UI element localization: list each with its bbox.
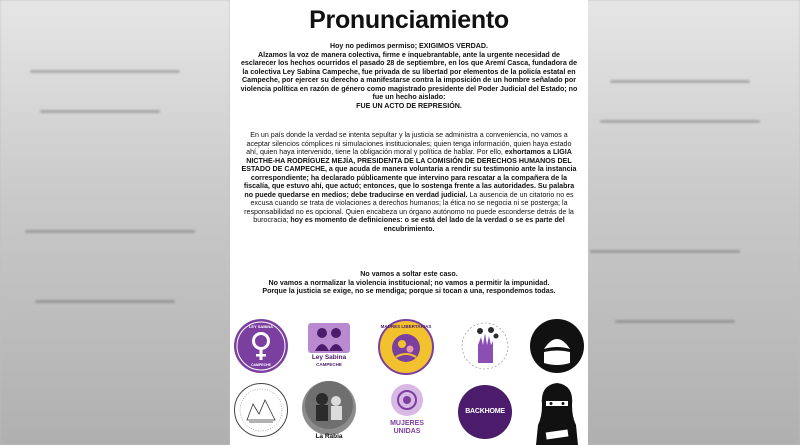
hooded-woman-icon	[532, 381, 582, 445]
women-silhouette-icon	[302, 319, 356, 359]
blur-text-line	[30, 70, 180, 73]
blur-text-line	[35, 300, 175, 303]
exhortation-text-a: En un país donde la verdad se intenta sepultar y la justicia se administra a conveniencia, no vamos a aceptar silencios cómplices ni simulaciones institucionales; quien tenga información, quien haya estado ahí, quien haya intervenido, tiene la obligación moral y política de hablar. Por ello,	[246, 131, 572, 157]
background-left-blur	[0, 0, 230, 445]
intro-closing: FUE UN ACTO DE REPRESIÓN.	[356, 101, 462, 110]
raised-hand-icon	[458, 319, 512, 373]
blur-text-line	[600, 120, 760, 123]
blur-text-line	[590, 250, 740, 253]
ley-sabina-campeche-logo	[302, 319, 356, 373]
madres-libertarias-text: MADRES LIBERTARIAS	[380, 324, 432, 329]
intro-line: Hoy no pedimos permiso; EXIGIMOS VERDAD.	[329, 42, 489, 50]
background-right-blur	[570, 0, 800, 445]
paragraph-exhortation	[240, 131, 578, 234]
ley-sabina-name: Ley Sabina	[311, 354, 347, 361]
mujeres-unidas-line2: UNIDAS	[393, 428, 421, 435]
blur-text-line	[40, 110, 160, 113]
mujeres-unidas-logo	[380, 383, 434, 445]
sketch-illustration-icon	[235, 384, 287, 436]
la-rabia-logo	[302, 381, 356, 440]
paragraph-intro	[240, 42, 578, 110]
circular-sketch-logo	[234, 383, 288, 437]
ley-sabina-circle-logo	[234, 319, 288, 373]
protest-photo-icon	[302, 381, 356, 429]
exhortation-text-b: exhortamos a LIGIA NICTHE-HA RODRÍGUEZ MEJÍA, PRESIDENTA DE LA COMISIÓN DE DERECHOS HUMANOS DEL ESTADO DE CAMPECHE, a que acuda de manera voluntaria a rendir su testimonio ante la instancia correspondiente; ha declarado públicamente que intervino para rescatar a la compañera de la fiscalía, que estuvo ahí, que actuó; entonces, que lo sostenga frente a las autoridades. Su palabra no puede quedarse en medios; debe traducirse en verdad judicial.	[241, 148, 577, 199]
ley-sabina-bottom-text: CAMPECHE	[250, 363, 272, 367]
blur-text-line	[615, 320, 735, 323]
collective-logos	[230, 315, 588, 445]
closing-line-1: No vamos a soltar este caso.	[360, 270, 458, 278]
united-women-icon	[380, 383, 434, 421]
backhome-text: BACKHOME	[465, 408, 505, 415]
document-page	[230, 0, 588, 445]
ley-sabina-place: CAMPECHE	[316, 362, 342, 367]
la-rabia-caption: La Rabia	[315, 433, 343, 440]
blur-text-line	[610, 80, 750, 83]
hooded-figure-logo	[532, 381, 582, 445]
masked-face-logo	[530, 319, 584, 373]
paragraph-closing	[240, 270, 578, 296]
blur-text-line	[25, 230, 195, 233]
madres-libertarias-logo	[378, 319, 434, 375]
exhortation-text-c: La ausencia de un citatorio no es excusa cuando se trata de violaciones a derechos humanos; la ética no se negocia ni se posterga; la responsabilidad no es opcional. Quien encabeza un órgano autónomo no puede esconderse detrás de la burocracia;	[244, 190, 574, 225]
mujeres-unidas-line1: MUJERES	[390, 420, 424, 427]
masked-woman-icon	[530, 319, 584, 373]
closing-line-3: Porque la justicia se exige, no se mendiga; porque si tocan a una, respondemos todas.	[262, 287, 556, 296]
document-title: Pronunciamiento	[309, 6, 509, 34]
backhome-logo	[458, 385, 512, 439]
exhortation-text-d: hoy es momento de definiciones: o se está del lado de la verdad o se es parte del encubrimiento.	[290, 216, 565, 234]
hand-flowers-logo	[458, 319, 512, 373]
ley-sabina-top-text: LEY SABINA	[248, 324, 274, 329]
intro-body: Alzamos la voz de manera colectiva, firme e inquebrantable, ante la urgente necesidad de esclarecer los hechos ocurridos el pasado 28 de septiembre, en los que Aremí Casca, fundadora de la colectiva Ley Sabina Campeche, fue privada de su libertad por elementos de la policía estatal en Campeche, por ejercer su derecho a manifestarse contra la imposición de un hombre señalado por violencia política en razón de género como magistrado presidente del Poder Judicial del Estado; no fue un hecho aislado:	[240, 50, 578, 102]
closing-line-2: No vamos a normalizar la violencia institucional; no vamos a permitir la impunidad.	[268, 278, 550, 287]
